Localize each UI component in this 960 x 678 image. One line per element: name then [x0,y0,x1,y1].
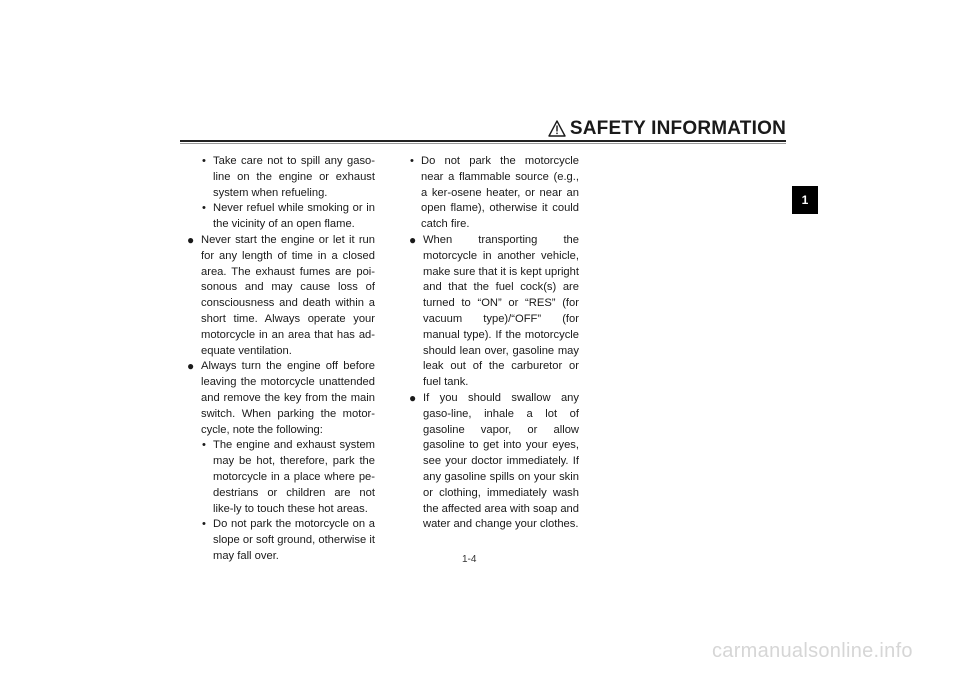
header-rule-thin [180,143,786,144]
list-item-text: Take care not to spill any gaso-line on the engine or exhaust system when refueling. [213,155,375,199]
right-column [409,154,579,533]
list-item [409,233,579,391]
left-column [187,154,375,565]
list-item: • Never refuel while smoking or in the vicinity of an open flame. [202,202,375,231]
list-item-text: Do not park the motorcycle near a flammable source (e.g., a ker-osene heater, or near an open flame), otherwise it could catch fire. [421,155,579,231]
bullet-icon: ● [409,232,417,247]
list-item-text: When transporting the motorcycle in another vehicle, make sure that it is kept upright and that the fuel cock(s) are turned to “ON” or “RES” (for vacuum type)/“OFF” (for manual type). If the motorcycle should lean over, gasoline may leak out of the carburetor or fuel tank. [423,233,579,389]
list-item-text: If you should swallow any gaso-line, inhale a lot of gasoline vapor, or allow gasoline to get into your eyes, see your doctor immediately. If any gasoline spills on your skin or clothing, immediately wash the affected area with soap and water and change your clothes. [423,391,579,531]
list-item [187,233,375,359]
list-item [187,359,375,438]
list-item-text: Never start the engine or let it run for any length of time in a closed area. The exhaust fumes are poi-sonous and may cause loss of consciousness and death within a short time. Always operate your motorcycle in an area that has ad-equate ventilation. [201,233,375,357]
page-title: SAFETY INFORMATION [569,118,786,139]
list-item [409,391,579,533]
list-item: • The engine and exhaust system may be hot, therefore, park the motorcycle in a place where pe-destrians or children are not like-ly to touch these hot areas. [202,439,375,515]
bullet-icon: ● [409,390,417,405]
page-number: 1-4 [462,554,477,565]
list-item-text: Do not park the motorcycle on a slope or soft ground, otherwise it may fall over. [213,518,375,562]
list-item-text: The engine and exhaust system may be hot, therefore, park the motorcycle in a place where pe-destrians or children are not like-ly to touch these hot areas. [213,439,375,515]
bullet-icon: ● [187,232,195,247]
list-item-text: Always turn the engine off before leaving the motorcycle unattended and remove the key from the main switch. When parking the motor-cycle, note the following: [201,360,375,436]
header-rule [180,140,786,142]
list-item: • Do not park the motorcycle near a flammable source (e.g., a ker-osene heater, or near an open flame), otherwise it could catch fire. [410,155,579,231]
chapter-tab [792,186,818,214]
chapter-tab-number: 1 [801,193,809,207]
list-item-text: Never refuel while smoking or in the vicinity of an open flame. [213,202,375,231]
bullet-icon: ● [187,359,195,374]
list-item: • Take care not to spill any gaso-line on the engine or exhaust system when refueling. [202,155,375,199]
watermark: carmanualsonline.info [712,640,913,662]
list-item: • Do not park the motorcycle on a slope or soft ground, otherwise it may fall over. [202,518,375,562]
